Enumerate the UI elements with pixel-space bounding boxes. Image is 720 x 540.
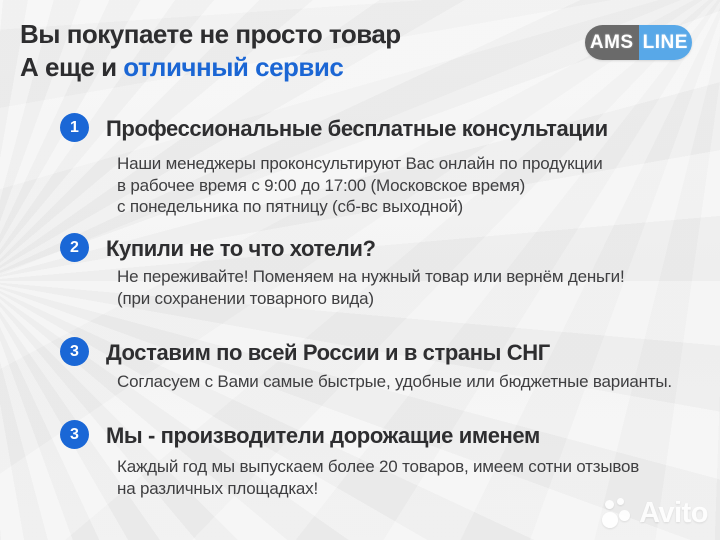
section-1-body-line: Наши менеджеры проконсультируют Вас онлайн по продукции	[117, 154, 603, 173]
section-2-title: Купили не то что хотели?	[106, 236, 376, 261]
section-1-body-line: в рабочее время с 9:00 до 17:00 (Московское время)	[117, 175, 526, 195]
section-2-badge: 2	[60, 233, 89, 262]
header-line-2-prefix: А еще и	[20, 52, 124, 82]
avito-logo-icon	[602, 498, 632, 530]
section-3-body	[117, 371, 672, 393]
section-4-badge: 3	[60, 420, 89, 449]
header	[20, 18, 401, 84]
header-line-2-highlight: отличный сервис	[123, 52, 344, 82]
header-line-1: Вы покупаете не просто товар	[20, 19, 401, 49]
section-1-badge: 1	[60, 113, 89, 142]
section-1-body-line: с понедельника по пятницу (сб-вс выходной)	[117, 197, 464, 216]
section-1-title: Профессиональные бесплатные консультации	[106, 116, 608, 141]
section-4-body-line: Каждый год мы выпускаем более 20 товаров, имеем сотни отзывов	[117, 457, 640, 476]
logo-line-segment: LINE	[639, 25, 693, 60]
avito-watermark	[602, 497, 708, 530]
logo-ams-segment: AMS	[585, 25, 639, 60]
header-line-2	[20, 51, 401, 84]
section-3-body-line: Согласуем с Вами самые быстрые, удобные или бюджетные варианты.	[117, 372, 672, 391]
section-2-body-line: (при сохранении товарного вида)	[117, 288, 374, 308]
section-2-body-line: Не переживайте! Поменяем на нужный товар или вернём деньги!	[117, 267, 625, 286]
section-2-body	[117, 266, 625, 309]
section-1-body	[117, 153, 603, 218]
section-3-badge: 3	[60, 337, 89, 366]
ams-line-logo	[585, 25, 692, 60]
section-4-title: Мы - производители дорожащие именем	[106, 423, 540, 448]
section-4-body	[117, 456, 639, 499]
section-4-body-line: на различных площадках!	[117, 478, 319, 498]
avito-watermark-text: Avito	[639, 497, 708, 529]
section-3-title: Доставим по всей России и в страны СНГ	[106, 340, 550, 365]
